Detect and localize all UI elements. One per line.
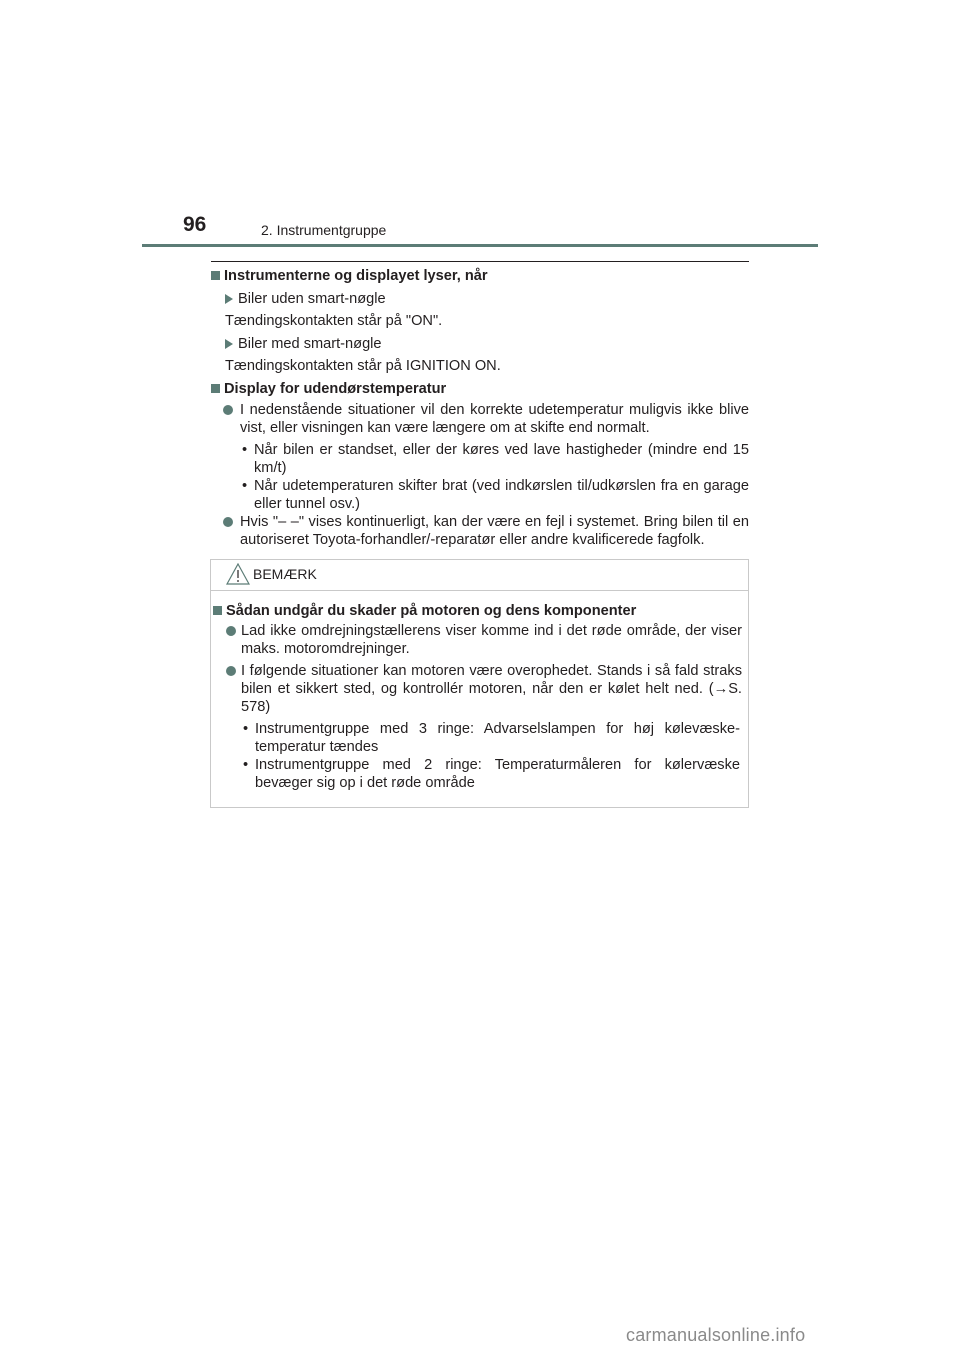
bullet-text: Hvis "– –" vises kontinuerligt, kan der være en fejl i systemet. Bring bilen til en autoriseret Toyota-forhandler/-reparatør eller andre kvalificerede fagfolk. [240,514,749,548]
section-heading [211,378,749,401]
bullet-item [211,622,748,658]
notice-heading [213,600,748,622]
dash-bullet-icon: • [242,442,248,458]
watermark: carmanualsonline.info [626,1325,806,1345]
bullet-text: I følgende situationer kan motoren være overophedet. Stands i så fald straks bilen et sikkert sted, og kontrollér motoren, når den er kølet helt ned. (→S. 578) [241,663,742,715]
bullet-text: Lad ikke omdrejningstællerens viser komme ind i det røde område, der viser maks. motoromdrejninger. [241,623,742,657]
notice-box [210,559,749,808]
notice-body [211,600,748,792]
square-bullet-icon [211,271,220,280]
square-bullet-icon [213,606,222,615]
dash-text: Når bilen er standset, eller der køres ved lave hastigheder (mindre end 15 km/t) [254,442,749,476]
dash-item [211,756,748,792]
header-divider [142,244,818,247]
bullet-item [211,662,748,716]
dash-item [211,720,748,756]
sub-heading-text: Biler med smart-nøgle [238,336,382,352]
dash-bullet-icon: • [243,721,249,737]
triangle-bullet-icon [225,339,233,349]
circle-bullet-icon [226,626,236,636]
warning-triangle-icon [226,563,250,585]
circle-bullet-icon [223,517,233,527]
section-heading [211,265,749,288]
sub-heading [225,288,749,310]
dash-item [211,477,749,513]
dash-item [211,441,749,477]
main-content [211,265,749,549]
page-number: 96 [183,213,207,236]
paragraph: Tændingskontakten står på IGNITION ON. [225,358,501,374]
notice-header [211,560,748,591]
sub-heading [225,333,749,355]
section-heading-text: Instrumenterne og displayet lyser, når [224,268,488,284]
notice-heading-text: Sådan undgår du skader på motoren og dens komponenter [226,603,637,619]
circle-bullet-icon [226,666,236,676]
chapter-title: 2. Instrumentgruppe [261,222,387,238]
section-heading-text: Display for udendørstemperatur [224,381,447,397]
dash-text: Når udetemperaturen skifter brat (ved indkørslen til/udkørslen fra en garage eller tunnel osv.) [254,478,749,512]
dash-bullet-icon: • [242,478,248,494]
bullet-item [211,513,749,549]
dash-bullet-icon: • [243,757,249,773]
paragraph: Tændingskontakten står på "ON". [225,313,443,329]
notice-title: BEMÆRK [253,566,317,582]
triangle-bullet-icon [225,294,233,304]
circle-bullet-icon [223,405,233,415]
sub-heading-text: Biler uden smart-nøgle [238,291,386,307]
square-bullet-icon [211,384,220,393]
dash-text: Instrumentgruppe med 3 ringe: Advarselslampen for høj kølevæske-temperatur tændes [255,721,740,755]
bullet-text: I nedenstående situationer vil den korrekte udetemperatur muligvis ikke blive vist, eller visningen kan være længere om at skifte end normalt. [240,402,749,436]
section-divider [211,261,749,262]
bullet-item [211,401,749,437]
dash-text: Instrumentgruppe med 2 ringe: Temperaturmåleren for kølervæske bevæger sig op i det røde område [255,757,740,791]
